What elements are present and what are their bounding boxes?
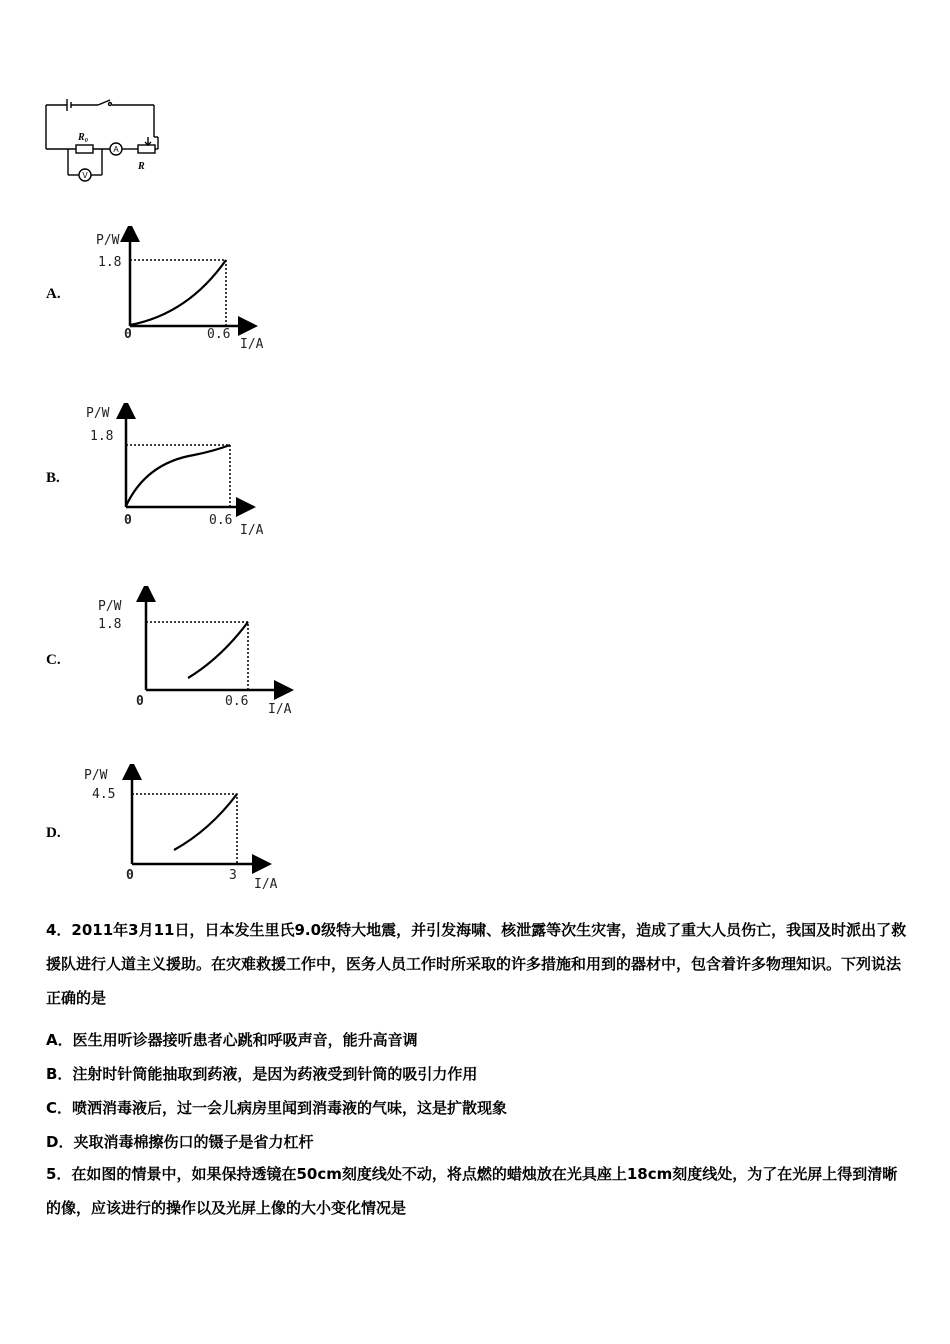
x-tick-label: 0.6 [207,327,231,342]
dotted-guides [132,794,237,864]
y-tick-label: 1.8 [98,255,122,270]
question-5-stem: 5．在如图的情景中，如果保持透镜在50cm刻度线处不动，将点燃的蜡烛放在光具座上18cm刻度线处，为了在光屏上得到清晰的像，应该进行的操作以及光屏上像的大小变化情况是 [46,1165,898,1217]
origin-label: 0 [136,694,144,709]
question-4-option-d: D．夹取消毒棉擦伤口的镊子是省力杠杆 [46,1133,314,1151]
y-axis-label: P/W [96,233,120,248]
ammeter-label: A [113,145,119,154]
option-a-label: A. [46,286,61,302]
option-d-label: D. [46,825,61,841]
y-axis-label: P/W [86,406,110,421]
question-4-option-a: A．医生用听诊器接听患者心跳和呼吸声音，能升高音调 [46,1031,418,1049]
dotted-guides [126,445,230,507]
y-tick-label: 1.8 [98,617,122,632]
r-label: R [138,161,145,172]
x-axis-label: I/A [268,702,292,717]
r0-label: R₀ [78,132,89,143]
x-tick-label: 0.6 [209,513,233,528]
graph-d [82,764,282,896]
power-curve [174,794,237,850]
option-b-label: B. [46,470,60,486]
graph-a [88,226,278,354]
rheostat [138,145,155,153]
y-axis-label: P/W [98,599,122,614]
dotted-guides [130,260,226,326]
x-axis-label: I/A [240,337,264,352]
origin-label: 0 [124,513,132,528]
y-axis-label: P/W [84,768,108,783]
voltmeter-label: V [82,171,88,180]
power-curve [126,445,230,506]
graph-c [96,586,296,718]
origin-label: 0 [126,868,134,883]
dotted-guides [146,622,248,690]
power-curve [130,260,226,325]
y-tick-label: 1.8 [90,429,114,444]
circuit-diagram [40,95,170,190]
question-4-stem: 4．2011年3月11日，日本发生里氏9.0级特大地震，并引发海啸、核泄露等次生灾害，造成了重大人员伤亡，我国及时派出了救援队进行人道主义援助。在灾难救援工作中，医务人员工作时所采取的许多措施和用到的器材中，包含着许多物理知识。下列说法正确的是 [46,921,907,1007]
question-4-option-b: B．注射时针筒能抽取到药液，是因为药液受到针筒的吸引力作用 [46,1065,478,1083]
y-tick-label: 4.5 [92,787,116,802]
x-axis-label: I/A [254,877,278,892]
x-tick-label: 3 [229,868,237,883]
option-c-label: C. [46,652,61,668]
x-tick-label: 0.6 [225,694,249,709]
origin-label: 0 [124,327,132,342]
x-axis-label: I/A [240,523,264,538]
power-curve [188,622,248,678]
question-4-option-c: C．喷洒消毒液后，过一会儿病房里闻到消毒液的气味，这是扩散现象 [46,1099,508,1117]
graph-b [84,403,274,538]
r0-resistor [76,145,93,153]
